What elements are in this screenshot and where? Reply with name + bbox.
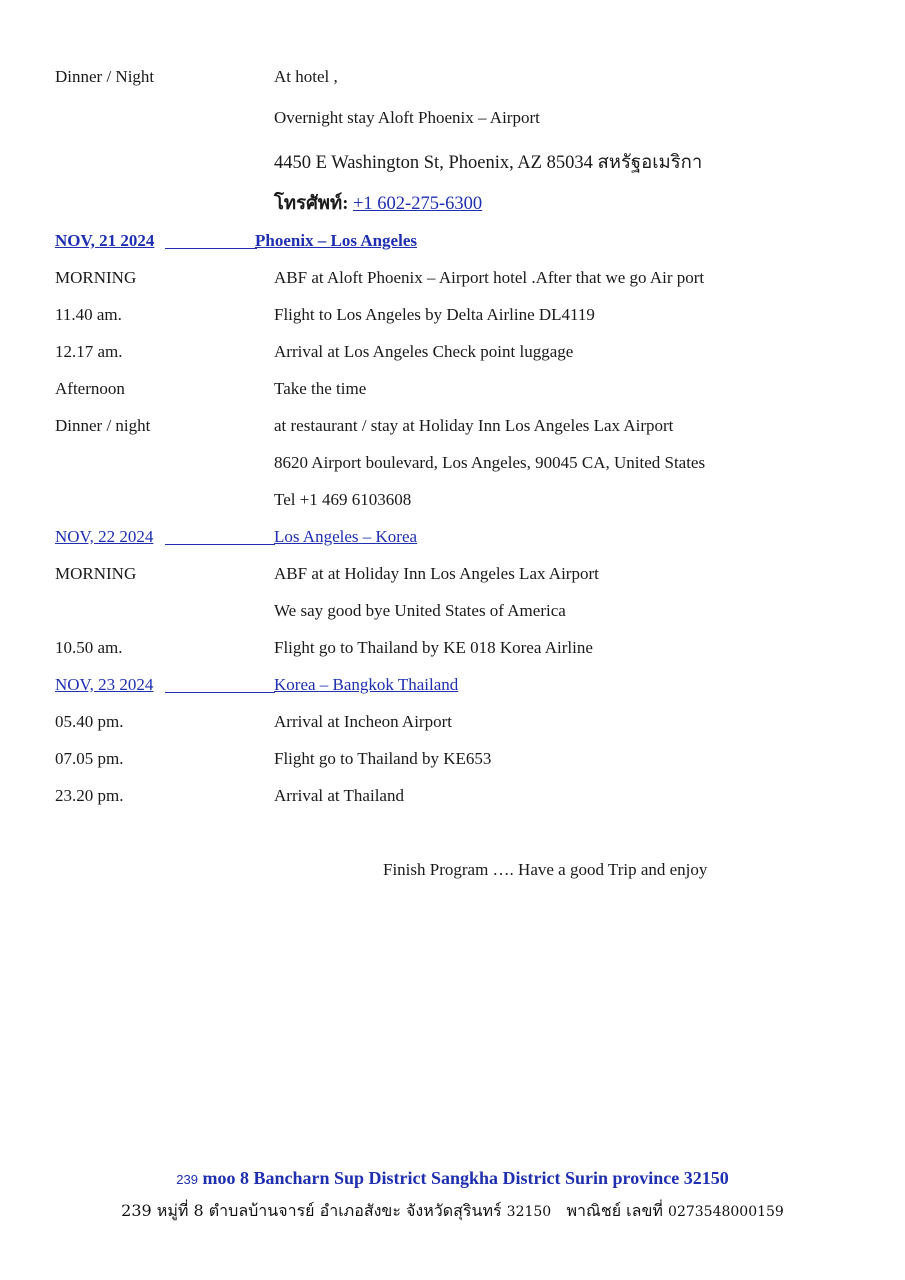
day1-row-2-time: 11.40 am. <box>55 305 122 324</box>
day3-route[interactable]: Korea – Bangkok Thailand <box>274 675 459 694</box>
footer-reg-label: พาณิชย์ เลขที่ <box>566 1201 663 1220</box>
overnight-stay-text: Overnight stay Aloft Phoenix – Airport <box>274 108 540 127</box>
day2-row-1-time: MORNING <box>55 564 137 583</box>
footer-house-number: 239 <box>176 1172 198 1187</box>
dinner-night-label: Dinner / Night <box>55 67 155 86</box>
day3-row-3-time: 23.20 pm. <box>55 786 124 805</box>
day2-date[interactable]: NOV, 22 2024 <box>55 527 154 546</box>
day3-row-2-text: Flight go to Thailand by KE653 <box>274 749 492 768</box>
phone-label: โทรศัพท์: <box>274 194 349 214</box>
day1-row-5-text: at restaurant / stay at Holiday Inn Los Angeles Lax Airport <box>274 416 674 435</box>
day1-underline <box>165 248 257 249</box>
day3-row-3-text: Arrival at Thailand <box>274 786 404 805</box>
day2-row-1-text: ABF at at Holiday Inn Los Angeles Lax Airport <box>274 564 599 583</box>
day3-underline <box>165 692 275 693</box>
at-hotel-text: At hotel , <box>274 67 338 86</box>
day1-row-6-text: 8620 Airport boulevard, Los Angeles, 90045 CA, United States <box>274 453 706 472</box>
day1-row-4-text: Take the time <box>274 379 367 398</box>
footer-address-en-text: moo 8 Bancharn Sup District Sangkha District Surin province 32150 <box>202 1168 729 1188</box>
day2-row-3-time: 10.50 am. <box>55 638 123 657</box>
hotel-phone <box>274 189 482 218</box>
hotel-address: 4450 E Washington St, Phoenix, AZ 85034 สหรัฐอเมริกา <box>274 153 703 173</box>
day1-row-5-time: Dinner / night <box>55 416 151 435</box>
day1-row-3-time: 12.17 am. <box>55 342 123 361</box>
day1-row-7-text: Tel +1 469 6103608 <box>274 490 412 509</box>
day1-row-1-time: MORNING <box>55 268 137 287</box>
day2-route[interactable]: Los Angeles – Korea <box>274 527 418 546</box>
phone-link[interactable]: +1 602-275-6300 <box>353 194 483 214</box>
day1-row-1-text: ABF at Aloft Phoenix – Airport hotel .After that we go Air port <box>274 268 705 287</box>
footer-address-th-text: 239 หมู่ที่ 8 ตำบลบ้านจารย์ อำเภอสังขะ จังหวัดสุรินทร์ <box>121 1201 502 1220</box>
day1-row-2-text: Flight to Los Angeles by Delta Airline DL4119 <box>274 305 595 324</box>
footer-zip: 32150 <box>506 1204 552 1220</box>
day3-row-1-time: 05.40 pm. <box>55 712 124 731</box>
day1-route[interactable]: Phoenix – Los Angeles <box>255 231 417 250</box>
day1-row-3-text: Arrival at Los Angeles Check point luggage <box>274 342 574 361</box>
day2-underline <box>165 544 275 545</box>
footer-reg-number: 0273548000159 <box>668 1204 784 1220</box>
day1-row-4-time: Afternoon <box>55 379 125 398</box>
day3-row-1-text: Arrival at Incheon Airport <box>274 712 452 731</box>
day2-row-2-text: We say good bye United States of America <box>274 601 566 620</box>
day3-date[interactable]: NOV, 23 2024 <box>55 675 154 694</box>
day1-date[interactable]: NOV, 21 2024 <box>55 231 155 250</box>
day2-row-3-text: Flight go to Thailand by KE 018 Korea Airline <box>274 638 593 657</box>
footer-address-th <box>0 1199 905 1224</box>
day3-row-2-time: 07.05 pm. <box>55 749 124 768</box>
finish-program-text: Finish Program …. Have a good Trip and enjoy <box>383 860 708 879</box>
footer-address-en <box>0 1168 905 1189</box>
